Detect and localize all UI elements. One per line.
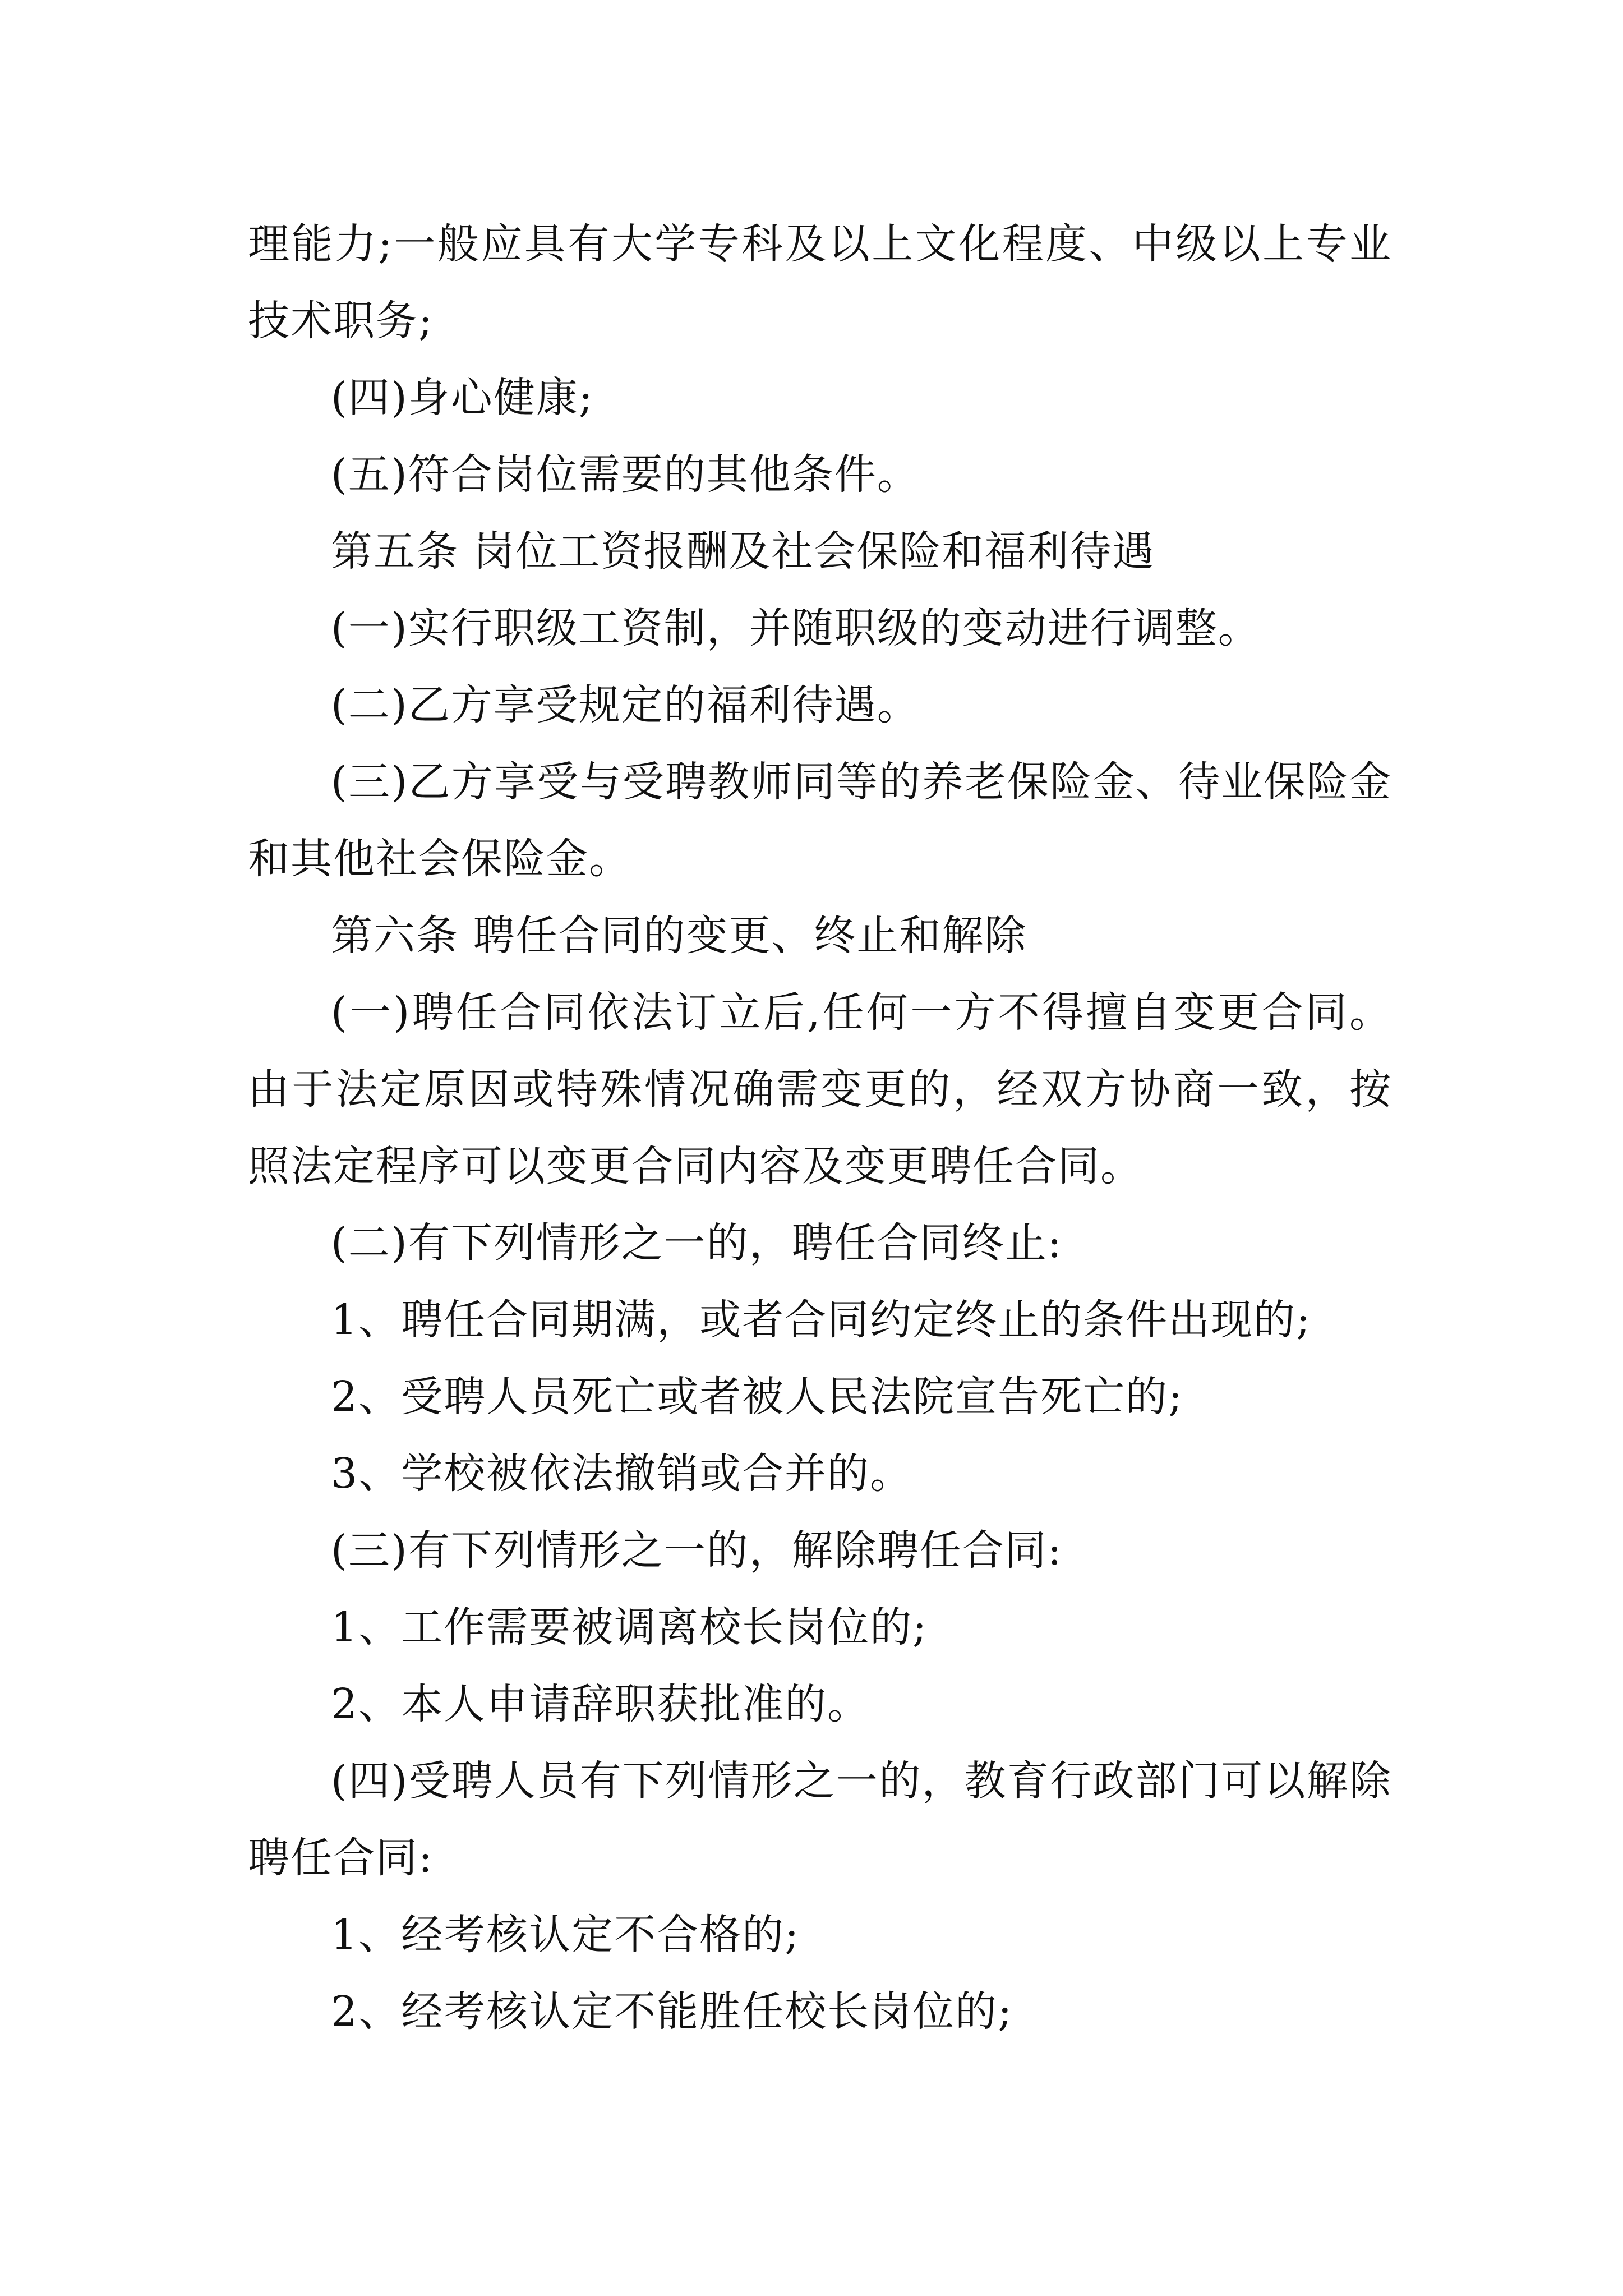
paragraph-item-5-other: (五)符合岗位需要的其他条件。: [331, 450, 920, 499]
paragraph-6-2-termination: (二)有下列情形之一的，聘任合同终止:: [331, 1219, 1063, 1267]
article-6-heading: 第六条 聘任合同的变更、终止和解除: [331, 912, 1027, 960]
list-item-dept-dissolution-2: 2、经考核认定不能胜任校长岗位的;: [331, 1987, 1013, 2036]
paragraph-6-4-dissolution-by-dept: (四)受聘人员有下列情形之一的，教育行政部门可以解除聘任合同:: [248, 1757, 1392, 1882]
list-item-dept-dissolution-1: 1、经考核认定不合格的;: [331, 1911, 800, 1959]
paragraph-5-2-welfare: (二)乙方享受规定的福利待遇。: [331, 681, 920, 729]
document-body: [248, 206, 1392, 2050]
list-item-termination-3: 3、学校被依法撤销或合并的。: [331, 1450, 913, 1498]
list-item-termination-1: 1、聘任合同期满，或者合同约定终止的条件出现的;: [331, 1296, 1312, 1344]
list-item-dissolution-2: 2、本人申请辞职获批准的。: [331, 1680, 870, 1728]
paragraph-6-1-change: (一)聘任合同依法订立后,任何一方不得擅自变更合同。由于法定原因或特殊情况确需变更的，经双方协商一致，按照法定程序可以变更合同内容及变更聘任合同。: [248, 988, 1392, 1190]
paragraph-5-3-insurance: (三)乙方享受与受聘教师同等的养老保险金、待业保险金和其他社会保险金。: [248, 758, 1392, 883]
article-5-heading: 第五条 岗位工资报酬及社会保险和福利待遇: [331, 527, 1155, 576]
paragraph-item-4-health: (四)身心健康;: [331, 374, 594, 422]
paragraph-continuation: 理能力;一般应具有大学专科及以上文化程度、中级以上专业技术职务;: [248, 220, 1392, 345]
list-item-termination-2: 2、受聘人员死亡或者被人民法院宣告死亡的;: [331, 1373, 1184, 1421]
paragraph-5-1-salary: (一)实行职级工资制，并随职级的变动进行调整。: [331, 604, 1261, 652]
paragraph-6-3-dissolution: (三)有下列情形之一的，解除聘任合同:: [331, 1526, 1063, 1575]
list-item-dissolution-1: 1、工作需要被调离校长岗位的;: [331, 1603, 928, 1651]
